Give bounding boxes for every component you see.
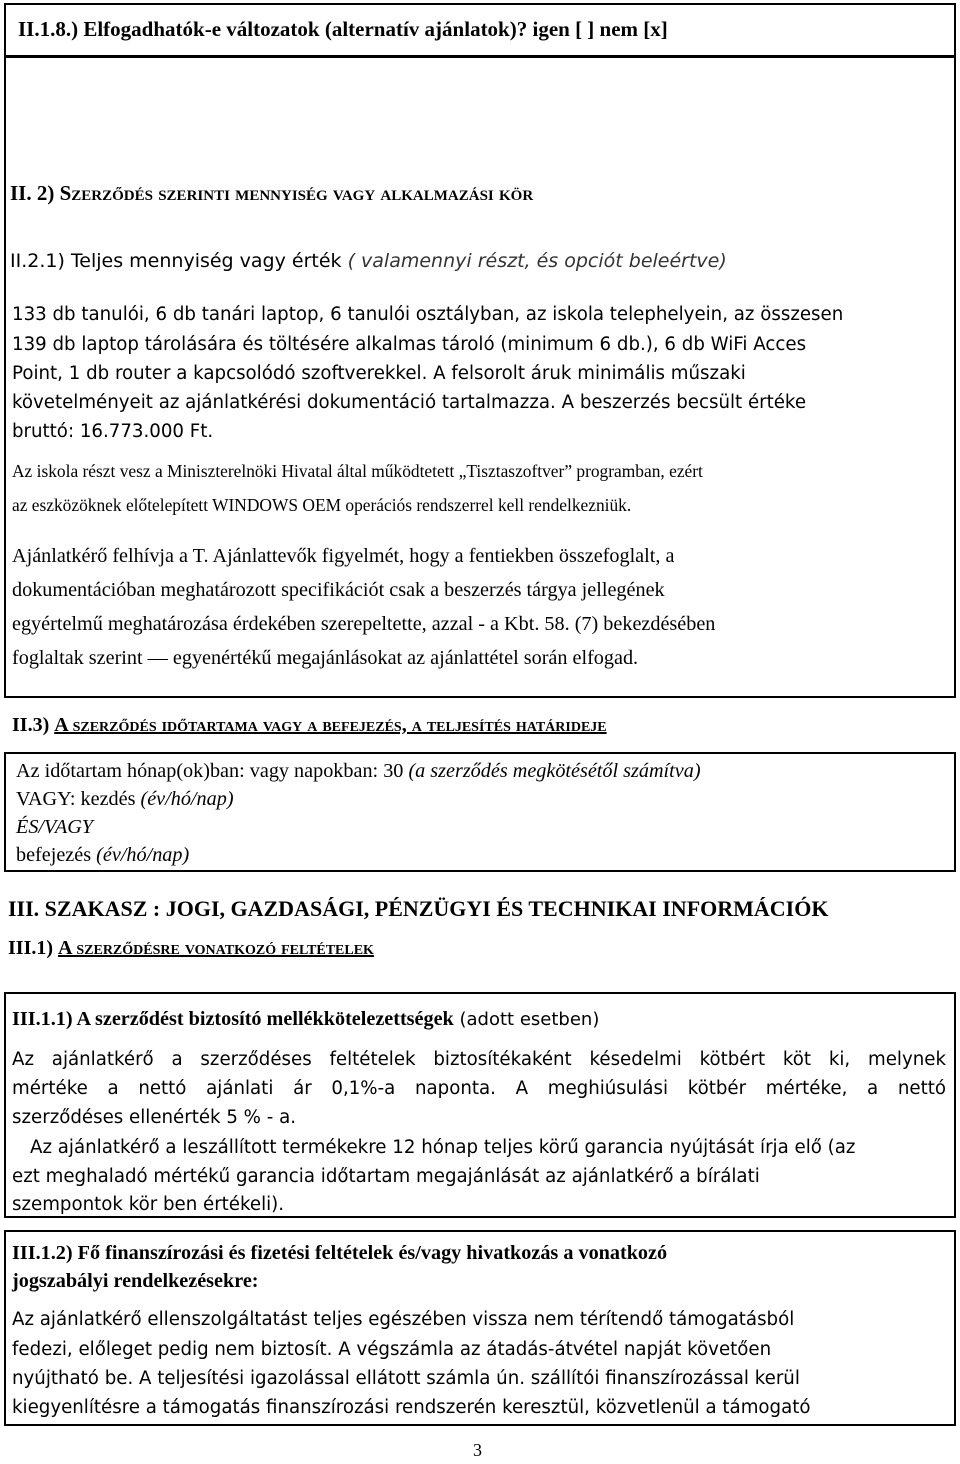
paragraph-line: bruttó: 16.773.000 Ft. <box>12 421 214 442</box>
paragraph-line: 139 db laptop tárolására és töltésére alkalmas tároló (minimum 6 db.), 6 db WiFi Acces <box>12 334 807 355</box>
section-3-1-number: III.1) <box>8 937 54 959</box>
end-line <box>16 844 189 867</box>
page-number: 3 <box>473 1440 482 1460</box>
section-2-3-number: II.3) <box>12 714 50 736</box>
section-2-2-1-label: II.2.1) Teljes mennyiség vagy érték <box>10 250 342 272</box>
section-2-2-heading: II. 2) Szerződés szerinti mennyiség vagy alkalmazási kör <box>10 181 534 205</box>
paragraph-line: kiegyenlítésre a támogatás finanszírozási rendszerén keresztül, közvetlenül a támogató <box>12 1397 811 1418</box>
section-box-1-8 <box>4 3 956 57</box>
paragraph-line: dokumentációban meghatározott specifikációt csak a beszerzés tárgya jellegének <box>12 579 665 601</box>
duration-note: (a szerződés megkötésétől számítva) <box>408 760 701 782</box>
paragraph-line: foglaltak szerint — egyenértékű megajánlásokat az ajánlattétel során elfogad. <box>12 647 639 669</box>
section-3-heading: III. SZAKASZ : JOGI, GAZDASÁGI, PÉNZÜGYI ÉS TECHNIKAI INFORMÁCIÓK <box>8 896 829 921</box>
paragraph-line: szempontok kör ben értékeli). <box>12 1194 285 1215</box>
paragraph-line: Ajánlatkérő felhívja a T. Ajánlattevők figyelmét, hogy a fentiekben összefoglalt, a <box>12 545 675 567</box>
start-label: VAGY: kezdés <box>16 788 141 810</box>
section-2-3-heading <box>12 714 607 737</box>
section-box-2-2 <box>4 56 956 698</box>
duration-label: Az időtartam hónap(ok)ban: vagy napokban: 30 <box>16 760 409 782</box>
paragraph-line: 133 db tanulói, 6 db tanári laptop, 6 tanulói osztályban, az iskola telephelyein, az összesen <box>12 304 844 325</box>
section-3-1-1-heading <box>12 1008 599 1031</box>
section-box-2-3 <box>4 752 956 872</box>
and-or-line: ÉS/VAGY <box>16 816 94 838</box>
paragraph-line: szerződéses ellenérték 5 % - a. <box>12 1107 297 1128</box>
section-3-1-title: A szerződésre vonatkozó feltételek <box>58 937 374 959</box>
paragraph-line: Az ajánlatkérő a szerződéses feltételek biztosítékaként késedelmi kötbért köt ki, melynek <box>12 1049 946 1070</box>
end-label: befejezés <box>16 844 97 866</box>
paragraph-line: fedezi, előleget pedig nem biztosít. A végszámla az átadás-átvétel napját követően <box>12 1339 772 1360</box>
section-3-1-2-label: III.1.2) Fő finanszírozási és fizetési feltételek és/vagy hivatkozás a vonatkozó <box>12 1242 668 1264</box>
start-line <box>16 788 234 811</box>
start-format: (év/hó/nap) <box>140 788 234 810</box>
section-1-8-heading: II.1.8.) Elfogadhatók-e változatok (alternatív ajánlatok)? igen [ ] nem [x] <box>18 17 668 41</box>
end-format: (év/hó/nap) <box>96 844 190 866</box>
paragraph-line: ezt meghaladó mértékű garancia időtartam megajánlását az ajánlatkérő a bírálati <box>12 1166 760 1187</box>
section-3-1-2-label: jogszabályi rendelkezésekre: <box>12 1270 259 1292</box>
paragraph-line: egyértelmű meghatározása érdekében szerepeltette, azzal - a Kbt. 58. (7) bekezdésében <box>12 613 716 635</box>
paragraph-line: Point, 1 db router a kapcsolódó szoftverekkel. A felsorolt áruk minimális műszaki <box>12 363 746 384</box>
paragraph-line: mértéke a nettó ajánlati ár 0,1%-a naponta. A meghiúsulási kötbér mértéke, a nettó <box>12 1078 946 1099</box>
section-2-2-1-heading <box>10 250 727 272</box>
section-2-3-title: A szerződés időtartama vagy a befejezés, a teljesítés határideje <box>54 714 607 736</box>
paragraph-line: Az iskola részt vesz a Miniszterelnöki Hivatal által működtetett „Tisztaszoftver” programban, ezért <box>12 461 703 481</box>
duration-line <box>16 760 701 783</box>
section-3-1-heading <box>8 937 374 960</box>
paragraph-line: követelményeit az ajánlatkérési dokumentáció tartalmazza. A beszerzés becsült értéke <box>12 392 807 413</box>
paragraph-line: Az ajánlatkérő ellenszolgáltatást teljes egészében vissza nem térítendő támogatásból <box>12 1309 795 1330</box>
section-2-2-1-note: ( valamennyi részt, és opciót beleértve) <box>347 250 727 272</box>
paragraph-line: Az ajánlatkérő a leszállított termékekre 12 hónap teljes körű garancia nyújtását írja elő (az <box>30 1137 856 1158</box>
paragraph-line: az eszközöknek előtelepített WINDOWS OEM operációs rendszerrel kell rendelkezniük. <box>12 495 632 515</box>
section-box-3-1-1 <box>4 992 956 1218</box>
section-3-1-1-note: (adott esetben) <box>453 1009 600 1030</box>
paragraph-line: nyújtható be. A teljesítési igazolással ellátott számla ún. szállítói finanszírozással kerül <box>12 1368 800 1389</box>
section-3-1-1-label: III.1.1) A szerződést biztosító mellékkötelezettségek <box>12 1008 454 1030</box>
section-box-3-1-2 <box>4 1230 956 1426</box>
